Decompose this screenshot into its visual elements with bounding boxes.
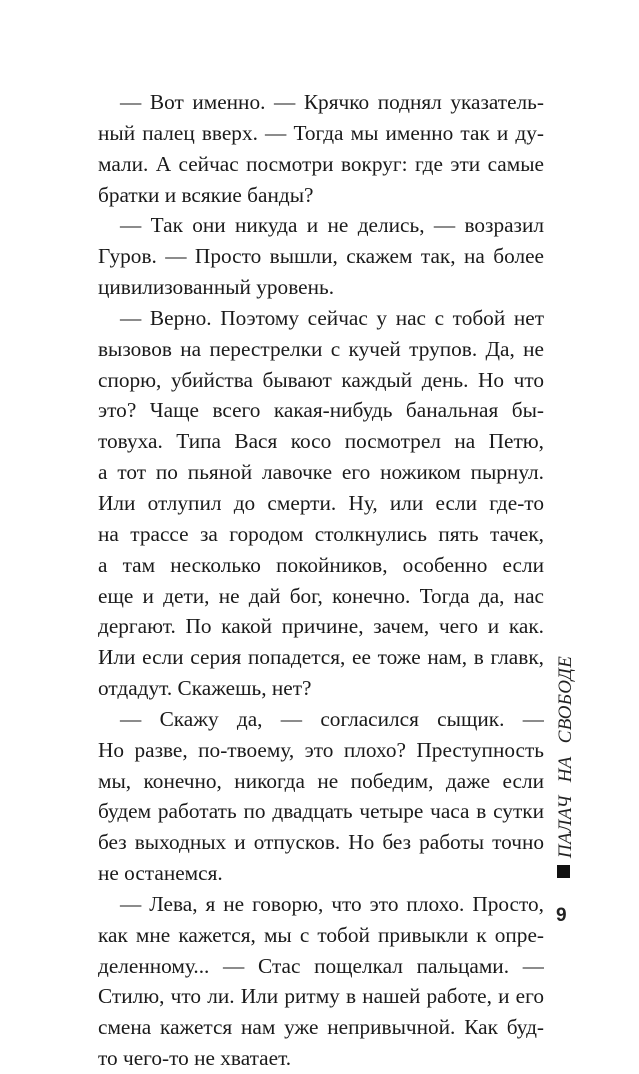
text-line: Но разве, по-твоему, это плохо? Преступность (98, 737, 544, 762)
text-line: на трассе за городом столкнулись пять тачек, (98, 521, 544, 546)
text-line: Гуров. — Просто вышли, скажем так, на более (98, 244, 544, 269)
text-line: смена кажется нам уже непривычной. Как буд- (98, 1015, 544, 1040)
text-line: как мне кажется, мы с тобой привыкли к опре- (98, 922, 544, 947)
text-line: товуха. Типа Вася косо посмотрел на Петю, (98, 429, 544, 454)
text-line: еще и дети, не дай бог, конечно. Тогда да, нас (98, 583, 544, 608)
text-line: Или отлупил до смерти. Ну, или если где-то (98, 490, 544, 515)
running-title: ПАЛАЧ НА СВОБОДЕ (555, 655, 576, 859)
text-line: не останемся. (98, 861, 223, 886)
text-line: братки и всякие банды? (98, 182, 314, 207)
text-line: цивилизованный уровень. (98, 275, 335, 300)
text-line: мали. А сейчас посмотри вокруг: где эти самые (98, 151, 544, 176)
text-line: вызовов на перестрелки с кучей трупов. Да, не (98, 336, 544, 361)
text-line: мы, конечно, никогда не победим, даже если (98, 768, 544, 793)
text-line: без выходных и отпусков. Но без работы точно (98, 830, 544, 855)
page-number: 9 (556, 905, 567, 926)
text-line: — Вот именно. — Крячко поднял указатель- (120, 90, 544, 114)
text-line: дергают. По какой причине, зачем, чего и как. (98, 614, 544, 639)
text-line: а тот по пьяной лавочке его ножиком пырнул. (98, 460, 544, 485)
text-line: Стилю, что ли. Или ритму в нашей работе, и его (98, 984, 544, 1009)
text-line: то чего-то не хватает. (98, 1046, 292, 1071)
text-line: спорю, убийства бывают каждый день. Но что (98, 367, 544, 392)
text-line: деленному... — Стас пощелкал пальцами. — (98, 953, 544, 978)
text-line: а там несколько покойников, особенно если (98, 552, 544, 577)
text-line: — Лева, я не говорю, что это плохо. Просто, (120, 891, 544, 916)
text-line: будем работать по двадцать четыре часа в сутки (98, 799, 544, 824)
text-line: это? Чаще всего какая-нибудь банальная бы- (98, 398, 544, 423)
text-line: отдадут. Скажешь, нет? (98, 676, 312, 701)
text-line: — Верно. Поэтому сейчас у нас с тобой нет (120, 305, 544, 330)
text-line: — Так они никуда и не делись, — возразил (120, 213, 544, 238)
text-line: — Скажу да, — согласился сыщик. — (120, 706, 544, 731)
text-line: ный палец вверх. — Тогда мы именно так и ду- (98, 120, 544, 145)
square-marker-icon (557, 865, 570, 878)
text-line: Или если серия попадется, ее тоже нам, в главк, (98, 645, 544, 670)
body-text (98, 87, 544, 1074)
